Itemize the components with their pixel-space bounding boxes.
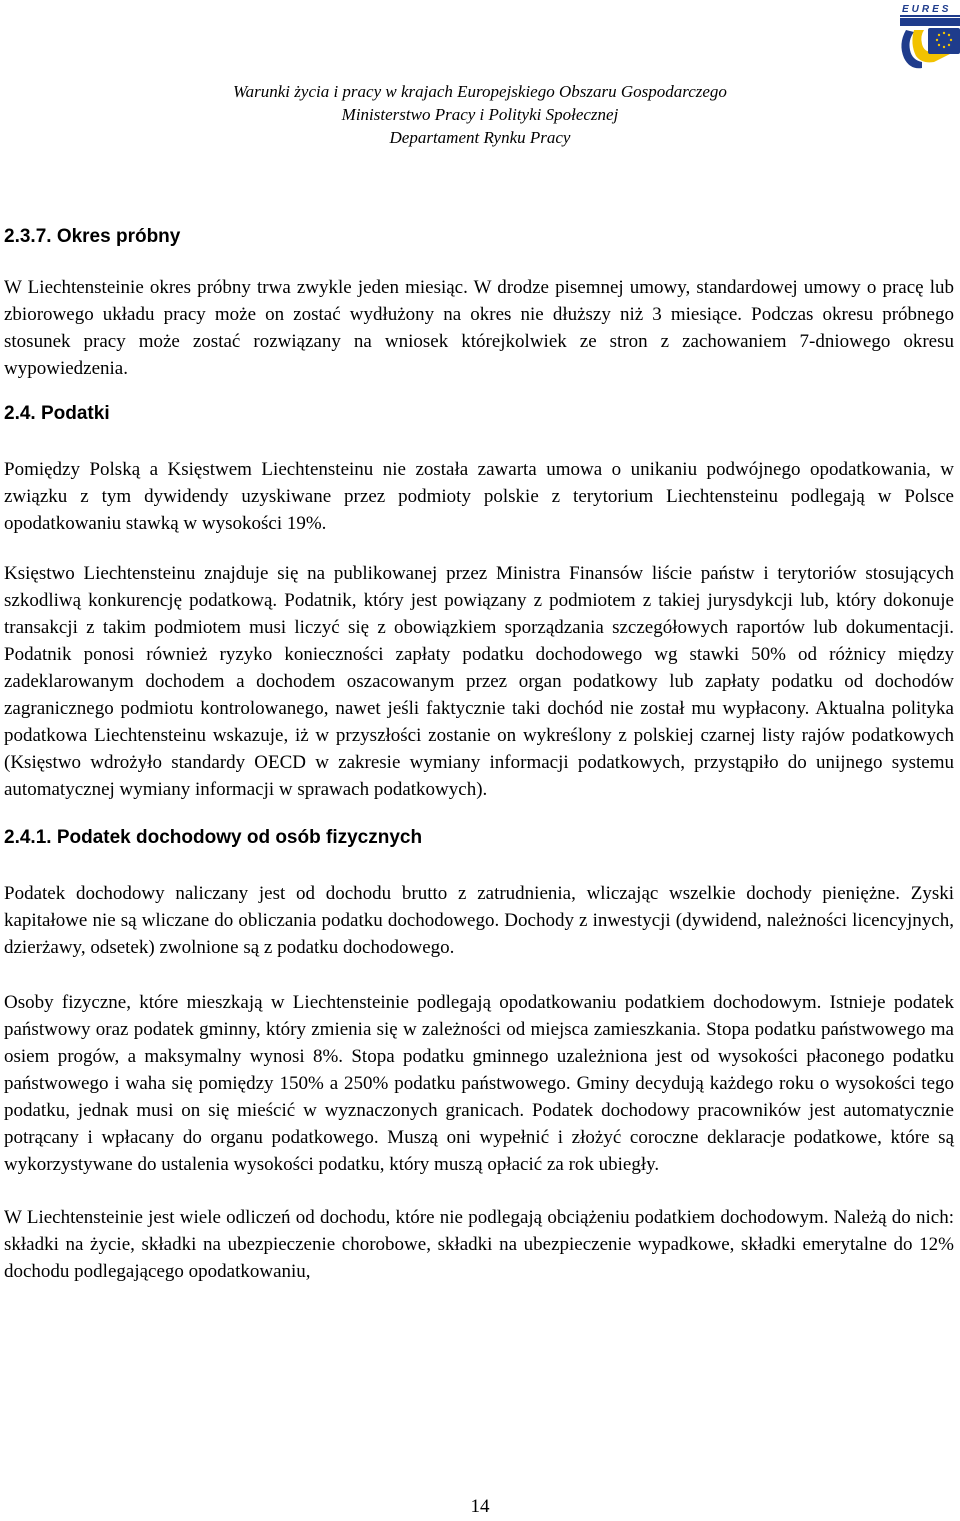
paragraph-double-taxation: Pomiędzy Polską a Księstwem Liechtensteinu nie została zawarta umowa o unikaniu podwójnego opodatkowania, w związku z tym dywidendy uzyskiwane przez podmioty polskie z terytorium Liechtensteinu podlegają w Polsce opodatkowaniu stawką w wysokości 19%. [4, 459, 954, 534]
paragraph-tax-haven: Księstwo Liechtensteinu znajduje się na publikowanej przez Ministra Finansów liście państw i terytoriów stosujących szkodliwą konkurencję podatkową. Podatnik, który jest powiązany z podmiotem z takiej jurysdykcji lub, który dokonuje transakcji z takim podmiotem musi liczyć się z obowiązkiem sporządzania szczegółowych raportów lub dokumentacji. Podatnik ponosi również ryzyko konieczności zapłaty podatku dochodowego wg stawki 50% od różnicy między zadeklarowanym dochodem a dochodem oszacowanym przez organ podatkowy lub zapłaty podatku od dochodów zagranicznego podmiotu kontrolowanego, nawet jeśli faktycznie taki dochód nie został mu wypłacony. Aktualna polityka podatkowa Liechtensteinu wskazuje, iż w przyszłości zostanie on wykreślony z polskiej czarnej listy rajów podatkowych (Księstwo wdrożyło standardy OECD w zakresie wymiany informacji podatkowych, przystąpiło do unijnego systemu automatycznej wymiany informacji w sprawach podatkowych). [4, 563, 954, 800]
header-department: Departament Rynku Pracy [389, 128, 571, 147]
paragraph-income-tax: Podatek dochodowy naliczany jest od dochodu brutto z zatrudnienia, wliczając wszelkie dochody pieniężne. Zyski kapitałowe nie są wliczane do obliczania podatku dochodowego. Dochody z inwestycji (dywidend, należności licencyjnych, dzierżawy, odsetek) zwolnione są z podatku dochodowego. [4, 883, 954, 958]
page-number: 14 [470, 1496, 490, 1517]
document-body [4, 224, 954, 1285]
paragraph-probation: W Liechtensteinie okres próbny trwa zwykle jeden miesiąc. W drodze pisemnej umowy, standardowej umowy o pracę lub zbiorowego układu pracy może on zostać wydłużony na okres nie dłuższy niż 3 miesiące. Podczas okresu próbnego stosunek pracy może zostać rozwiązany na wniosek którejkolwiek ze stron z zachowaniem 7-dniowego okresu wypowiedzenia. [4, 277, 954, 379]
paragraph-deductions: W Liechtensteinie jest wiele odliczeń od dochodu, które nie podlegają obciążeniu podatkiem dochodowym. Należą do nich: składki na życie, składki na ubezpieczenie chorobowe, składki na ubezpieczenie wypadkowe, składki emerytalne do 12% dochodu podlegającego opodatkowaniu, [4, 1207, 954, 1282]
eures-logo [892, 0, 960, 72]
document-header [120, 80, 840, 149]
heading-2-4-1: 2.4.1. Podatek dochodowy od osób fizycznych [4, 827, 423, 848]
logo-wordmark: EURES [902, 4, 952, 15]
heading-2-3-7: 2.3.7. Okres próbny [4, 226, 181, 247]
eures-logo-graphic [892, 0, 960, 72]
paragraph-individuals: Osoby fizyczne, które mieszkają w Liechtensteinie podlegają opodatkowaniu podatkiem dochodowym. Istnieje podatek państwowy oraz podatek gminny, który zmienia się w zależności od miejsca zamieszkania. Stopa podatku państwowego ma osiem progów, a maksymalny wynosi 8%. Stopa podatku gminnego uzależniona jest od wysokości płaconego podatku państwowego i waha się pomiędzy 150% a 250% podatku państwowego. Gminy decydują każdego roku o wysokości tego podatku, jednak musi on się mieścić w wyznaczonych granicach. Podatek dochodowy pracowników jest automatycznie potrącany i wpłacany do organu podatkowego. Muszą oni wypełnić i złożyć coroczne deklaracje podatkowe, które są wykorzystywane do ustalenia wysokości podatku, który muszą opłacić za rok ubiegły. [4, 992, 954, 1175]
header-ministry: Ministerstwo Pracy i Polityki Społecznej [341, 105, 619, 124]
header-title: Warunki życia i pracy w krajach Europejskiego Obszaru Gospodarczego [233, 82, 727, 101]
heading-2-4: 2.4. Podatki [4, 403, 110, 424]
